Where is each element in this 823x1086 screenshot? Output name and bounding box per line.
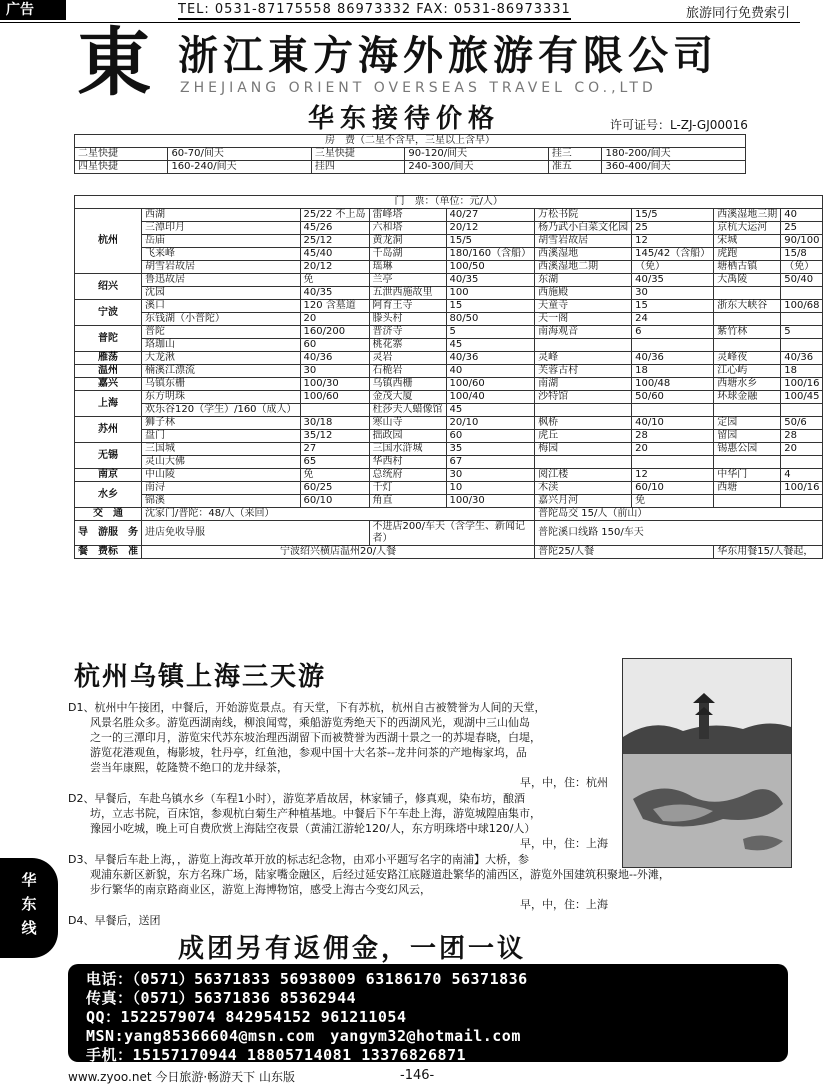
ticket-row (75, 235, 823, 248)
ticket-price: 100/68 (781, 300, 823, 313)
ticket-row (75, 339, 823, 352)
city-label: 苏州 (75, 417, 142, 443)
ticket-price: 60/10 (632, 482, 714, 495)
city-label: 嘉兴 (75, 378, 142, 391)
attraction-name: 江心屿 (714, 365, 781, 378)
attraction-name: 西溪湿地三期 (714, 209, 781, 222)
ticket-row (75, 222, 823, 235)
room-type: 挂三 (548, 148, 602, 161)
contact-phone: 电话：（0571）56371833 56938009 63186170 56371836 (86, 970, 528, 988)
ticket-row (75, 417, 823, 430)
contact-qq: QQ：1522579074 842954152 961211054 (86, 1008, 407, 1026)
ticket-price: 40 (781, 209, 823, 222)
itinerary-line: 风景名胜众多。游览西湖南线，柳浪闻莺，乘船游览秀绝天下的西湖风光，观湖中三山仙岛 (90, 716, 530, 729)
ticket-price: 15/5 (446, 235, 535, 248)
ticket-price: 60 (300, 339, 369, 352)
ticket-price: 28 (781, 430, 823, 443)
ticket-price: 25 (632, 222, 714, 235)
attraction-name: 中华门 (714, 469, 781, 482)
attraction-name: 杜莎夫人蜡像馆 (369, 404, 446, 417)
license-number: 许可证号：L-ZJ-GJ00016 (610, 118, 748, 132)
ticket-price: 20 (781, 443, 823, 456)
room-row (75, 148, 746, 161)
ticket-price: 100/30 (300, 378, 369, 391)
contact-fax: 传真：（0571）56371836 85362944 (86, 989, 357, 1007)
attraction-name (535, 456, 632, 469)
ticket-price: 160/200 (300, 326, 369, 339)
attraction-name: 东湖 (535, 274, 632, 287)
attraction-name: 天一阁 (535, 313, 632, 326)
attraction-name: 溪口 (142, 300, 301, 313)
meal-fee-b: 普陀25/人餐 (535, 546, 714, 559)
ticket-price: 100 (446, 287, 535, 300)
ticket-price: 15 (632, 300, 714, 313)
attraction-name: 大禹陵 (714, 274, 781, 287)
ticket-row (75, 261, 823, 274)
side-tab-east-china (0, 858, 58, 958)
attraction-name: 黄龙洞 (369, 235, 446, 248)
attraction-name: 瑶琳 (369, 261, 446, 274)
attraction-name: 千岛湖 (369, 248, 446, 261)
meal-label: 餐 费标 准 (75, 546, 142, 559)
attraction-name: 珞珈山 (142, 339, 301, 352)
ticket-price: 40/35 (300, 287, 369, 300)
attraction-name: 阅江楼 (535, 469, 632, 482)
attraction-name: 西施殿 (535, 287, 632, 300)
itinerary-line: D4、早餐后，送团 (68, 914, 161, 927)
ticket-price: 50/6 (781, 417, 823, 430)
room-price-table (74, 134, 746, 174)
ticket-price: 40/35 (632, 274, 714, 287)
ticket-price: 45/40 (300, 248, 369, 261)
attraction-name: 木渎 (535, 482, 632, 495)
attraction-name: 华西村 (369, 456, 446, 469)
ticket-price: 40 (446, 365, 535, 378)
itinerary-line: 豫园小吃城，晚上可自费欣赏上海陆空夜景（黄浦江游轮120/人，东方明珠塔中球120/人） (90, 822, 536, 835)
attraction-name: 乌镇东栅 (142, 378, 301, 391)
ticket-price: 100/30 (446, 495, 535, 508)
attraction-name: 雷峰塔 (369, 209, 446, 222)
attraction-name: 西塘 (714, 482, 781, 495)
room-price: 240-300/间天 (405, 161, 548, 174)
ticket-price: 40/36 (781, 352, 823, 365)
attraction-name: 塘栖古镇 (714, 261, 781, 274)
side-tab-char: 线 (21, 919, 37, 937)
ticket-price: 25/22 不上岛 (300, 209, 369, 222)
attraction-name: 阿育王寺 (369, 300, 446, 313)
attraction-name: 胡雪岩故居 (142, 261, 301, 274)
ticket-price: 60/25 (300, 482, 369, 495)
city-label: 水乡 (75, 482, 142, 508)
ticket-price: 45/26 (300, 222, 369, 235)
attraction-name: 东钱湖（小普陀） (142, 313, 301, 326)
company-name-en: ZHEJIANG ORIENT OVERSEAS TRAVEL CO.,LTD (180, 80, 657, 96)
attraction-name: 宋城 (714, 235, 781, 248)
attraction-name: 锦溪 (142, 495, 301, 508)
ticket-price: 18 (632, 365, 714, 378)
attraction-name: 南海观音 (535, 326, 632, 339)
ticket-table-title: 门 票：（单位：元/人） (75, 196, 823, 209)
itinerary-line: 之一的三潭印月，游览宋代苏东坡治理西湖留下而被赞誉为西湖十景之一的苏堤春晓，白堤， (90, 731, 541, 744)
ticket-price: 5 (446, 326, 535, 339)
itinerary-line: D3、早餐后车赴上海，，游览上海改革开放的标志纪念物，由邓小平题写名字的南浦】大桥，参 (68, 853, 529, 866)
attraction-name: 京杭大运河 (714, 222, 781, 235)
ticket-price (300, 404, 369, 417)
transport-row (75, 508, 823, 521)
ticket-price-table (74, 195, 823, 559)
ticket-price (632, 339, 714, 352)
ticket-price: 45 (446, 339, 535, 352)
room-row (75, 161, 746, 174)
attraction-name: 狮子林 (142, 417, 301, 430)
attraction-name: 普济寺 (369, 326, 446, 339)
attraction-name: 拙政园 (369, 430, 446, 443)
ticket-price: 50/60 (632, 391, 714, 404)
ticket-row (75, 495, 823, 508)
ticket-price: 27 (300, 443, 369, 456)
room-type: 挂四 (311, 161, 404, 174)
attraction-name: 枫桥 (535, 417, 632, 430)
attraction-name: 梅园 (535, 443, 632, 456)
meal-fee-a: 宁波绍兴横店温州20/人餐 (142, 546, 535, 559)
ticket-price: 40/27 (446, 209, 535, 222)
meal-fee-c: 华东用餐15/人餐起， (714, 546, 823, 559)
attraction-name: 大龙湫 (142, 352, 301, 365)
ticket-price: 100/60 (446, 378, 535, 391)
ticket-price: 60/10 (300, 495, 369, 508)
page-number: -146- (400, 1068, 435, 1083)
attraction-name: 西溪湿地二期 (535, 261, 632, 274)
city-label: 杭州 (75, 209, 142, 274)
ticket-price: 145/42（含船） (632, 248, 714, 261)
attraction-name: 欢乐谷120（学生）/160（成人） (142, 404, 301, 417)
attraction-name: 灵岩 (369, 352, 446, 365)
contact-msn: MSN:yang85366604@msn.com yangym32@hotmail.com (86, 1027, 521, 1045)
ticket-price: 6 (632, 326, 714, 339)
ticket-row (75, 365, 823, 378)
ticket-price: 100/45 (781, 391, 823, 404)
itinerary-line: 尝当年康熙，乾隆赞不绝口的龙井绿茶， (90, 761, 288, 774)
attraction-name: 紫竹林 (714, 326, 781, 339)
itinerary-day (68, 852, 670, 912)
ticket-price: 20 (300, 313, 369, 326)
attraction-name: 三潭印月 (142, 222, 301, 235)
transport-label: 交 通 (75, 508, 142, 521)
contact-mobile: 手机：15157170944 18805714081 13376826871 (86, 1046, 467, 1064)
ticket-price: 50/40 (781, 274, 823, 287)
ticket-price: 30 (446, 469, 535, 482)
room-type: 三星快捷 (311, 148, 404, 161)
room-type: 四星快捷 (75, 161, 168, 174)
ticket-row (75, 300, 823, 313)
ticket-price: 80/50 (446, 313, 535, 326)
attraction-name: 虎丘 (535, 430, 632, 443)
attraction-name (714, 313, 781, 326)
attraction-name: 灵峰夜 (714, 352, 781, 365)
guide-fee-b: 不进店200/车天（含学生、新闻记者） (369, 521, 535, 546)
attraction-name: 寒山寺 (369, 417, 446, 430)
attraction-name: 灵山大佛 (142, 456, 301, 469)
attraction-name: 浙东大峡谷 (714, 300, 781, 313)
ticket-price: 35 (446, 443, 535, 456)
attraction-name: 南湖 (535, 378, 632, 391)
ad-tag: 广告 (0, 0, 66, 20)
attraction-name: 千灯 (369, 482, 446, 495)
attraction-name: 嘉兴月河 (535, 495, 632, 508)
attraction-name (714, 495, 781, 508)
ticket-price: 12 (632, 235, 714, 248)
attraction-name: 定园 (714, 417, 781, 430)
ticket-price (781, 495, 823, 508)
attraction-name: 盘门 (142, 430, 301, 443)
ticket-price: 24 (632, 313, 714, 326)
room-price: 90-120/间天 (405, 148, 548, 161)
side-tab-char: 华 (21, 871, 37, 889)
city-label: 上海 (75, 391, 142, 417)
room-price: 160-240/间天 (168, 161, 311, 174)
ticket-price: 12 (632, 469, 714, 482)
footer-site: www.zyoo.net 今日旅游·畅游天下 山东版 (68, 1070, 295, 1084)
side-tab-char: 东 (21, 895, 37, 913)
attraction-name: 中山陵 (142, 469, 301, 482)
attraction-name: 楠溪江漂流 (142, 365, 301, 378)
price-title: 华东接待价格 (308, 104, 501, 134)
attraction-name (714, 339, 781, 352)
ticket-price: 20/12 (300, 261, 369, 274)
company-logo: 東 (77, 20, 151, 106)
guide-fee-c: 普陀溪口线路 150/车天 (535, 521, 823, 546)
attraction-name: 杨乃武小白菜文化园 (535, 222, 632, 235)
meal-row (75, 546, 823, 559)
ticket-price: 90/100 (781, 235, 823, 248)
attraction-name: 三国城 (142, 443, 301, 456)
ticket-row (75, 391, 823, 404)
ticket-row (75, 404, 823, 417)
city-label: 雁荡 (75, 352, 142, 365)
ticket-row (75, 378, 823, 391)
attraction-name: 金茂大厦 (369, 391, 446, 404)
ticket-price: 4 (781, 469, 823, 482)
attraction-name: 石桅岩 (369, 365, 446, 378)
ticket-price: 40/10 (632, 417, 714, 430)
transport-fare-b: 普陀岛交 15/人（前山） (535, 508, 823, 521)
attraction-name: 普陀 (142, 326, 301, 339)
attraction-name: 六和塔 (369, 222, 446, 235)
tour-title: 杭州乌镇上海三天游 (74, 662, 327, 692)
city-label: 普陀 (75, 326, 142, 352)
itinerary-day (68, 791, 608, 851)
ticket-price (781, 287, 823, 300)
contact-box (68, 964, 788, 1062)
ticket-price (781, 404, 823, 417)
attraction-name: 桃花寨 (369, 339, 446, 352)
ticket-price: 100/48 (632, 378, 714, 391)
ticket-price: 免 (632, 495, 714, 508)
itinerary-line: 步行繁华的南京路商业区，游览上海博物馆，感受上海古今变幻风云， (90, 883, 431, 896)
ticket-price: 100/16 (781, 482, 823, 495)
ticket-row (75, 352, 823, 365)
attraction-name: 西塘水乡 (714, 378, 781, 391)
city-label: 宁波 (75, 300, 142, 326)
ticket-price: 35/12 (300, 430, 369, 443)
attraction-name: 角直 (369, 495, 446, 508)
ticket-row (75, 469, 823, 482)
ticket-price: 10 (446, 482, 535, 495)
ticket-row (75, 313, 823, 326)
attraction-name: 环球金融 (714, 391, 781, 404)
ticket-price (781, 313, 823, 326)
attraction-name: 东方明珠 (142, 391, 301, 404)
room-type: 二星快捷 (75, 148, 168, 161)
ticket-price: 28 (632, 430, 714, 443)
ticket-price: 40/36 (632, 352, 714, 365)
ticket-price: 20 (632, 443, 714, 456)
ticket-row (75, 248, 823, 261)
ticket-price: 25/12 (300, 235, 369, 248)
guide-row (75, 521, 823, 546)
transport-fare-a: 沈家门/普陀：48/人（来回） (142, 508, 535, 521)
ticket-price: 20/10 (446, 417, 535, 430)
ticket-price: 40/36 (300, 352, 369, 365)
room-price: 360-400/间天 (602, 161, 746, 174)
guide-fee-a: 进店免收导服 (142, 521, 370, 546)
attraction-name: 南浔 (142, 482, 301, 495)
ticket-row (75, 430, 823, 443)
attraction-name: 总统府 (369, 469, 446, 482)
ticket-row (75, 326, 823, 339)
attraction-name: 胡雪岩故居 (535, 235, 632, 248)
ticket-row (75, 209, 823, 222)
attraction-name: 飞来峰 (142, 248, 301, 261)
attraction-name: 灵峰 (535, 352, 632, 365)
ticket-price: 40/36 (446, 352, 535, 365)
ticket-price: 18 (781, 365, 823, 378)
ticket-price (781, 456, 823, 469)
ticket-price: 100/60 (300, 391, 369, 404)
attraction-name: 三国水浒城 (369, 443, 446, 456)
attraction-name: 天童寺 (535, 300, 632, 313)
header-contact: TEL: 0531-87175558 86973332 FAX: 0531-86973331 (178, 2, 571, 20)
itinerary-meals: 早，中，住：杭州 (520, 776, 608, 789)
ticket-price: 67 (446, 456, 535, 469)
ticket-price (632, 404, 714, 417)
ticket-row (75, 456, 823, 469)
itinerary-day (68, 700, 608, 790)
itinerary-line: D2、早餐后，车赴乌镇水乡（车程1小时），游览茅盾故居，林家铺子，修真观，染布坊，酿酒 (68, 792, 525, 805)
attraction-name: 留园 (714, 430, 781, 443)
ticket-row (75, 443, 823, 456)
ticket-row (75, 287, 823, 300)
room-table-title: 房 费（二星不含早，三星以上含早） (75, 135, 746, 148)
ticket-price (632, 456, 714, 469)
ticket-row (75, 274, 823, 287)
attraction-name: 五泄西施故里 (369, 287, 446, 300)
attraction-name: 乌镇西栅 (369, 378, 446, 391)
itinerary-line: 游览花港观鱼，梅影坡，牡丹亭，红鱼池，参观中国十大名茶--龙井问茶的产地梅家坞，品 (90, 746, 527, 759)
room-type: 准五 (548, 161, 602, 174)
itinerary-line: 观浦东新区新貌，东方名珠广场，陆家嘴金融区，后经过延安路江底隧道赴繁华的浦西区，游览外国建筑积聚地--外滩， (90, 868, 670, 881)
west-lake-photo (622, 658, 792, 868)
itinerary-line: 坊，立志书院，百床馆，参观杭白菊生产种植基地。中餐后下午车赴上海，游览城隍庙集市， (90, 807, 541, 820)
attraction-name (714, 456, 781, 469)
attraction-name (535, 404, 632, 417)
ticket-price: （免） (781, 261, 823, 274)
ticket-row (75, 482, 823, 495)
attraction-name: 滕头村 (369, 313, 446, 326)
ticket-price: 60 (446, 430, 535, 443)
ticket-price: 65 (300, 456, 369, 469)
attraction-name: 沈园 (142, 287, 301, 300)
attraction-name: 锡惠公园 (714, 443, 781, 456)
attraction-name: 虎跑 (714, 248, 781, 261)
itinerary-meals: 早，中，住：上海 (520, 898, 608, 911)
index-label: 旅游同行免费索引 (685, 6, 790, 21)
ticket-price: （免） (632, 261, 714, 274)
city-label: 无锡 (75, 443, 142, 469)
ticket-price: 30 (300, 365, 369, 378)
attraction-name (535, 339, 632, 352)
ticket-price: 30 (632, 287, 714, 300)
ticket-price: 30/18 (300, 417, 369, 430)
room-price: 60-70/间天 (168, 148, 311, 161)
ticket-price: 免 (300, 469, 369, 482)
room-price: 180-200/间天 (602, 148, 746, 161)
attraction-name: 岳庙 (142, 235, 301, 248)
ticket-price: 100/16 (781, 378, 823, 391)
itinerary-meals: 早，中，住：上海 (520, 837, 608, 850)
ticket-price: 25 (781, 222, 823, 235)
attraction-name: 西溪湿地 (535, 248, 632, 261)
ticket-price: 5 (781, 326, 823, 339)
guide-label: 导 游服 务 (75, 521, 142, 546)
ticket-price (781, 339, 823, 352)
itinerary-line: D1、杭州中午接团，中餐后，开始游览景点。有天堂，下有苏杭，杭州自古被赞誉为人间的天堂， (68, 701, 546, 714)
ticket-price: 15/8 (781, 248, 823, 261)
attraction-name: 西湖 (142, 209, 301, 222)
attraction-name (714, 404, 781, 417)
attraction-name: 兰亭 (369, 274, 446, 287)
ticket-price: 40/35 (446, 274, 535, 287)
ticket-price: 180/160（含船） (446, 248, 535, 261)
attraction-name: 鲁迅故居 (142, 274, 301, 287)
ticket-price: 120 含墓道 (300, 300, 369, 313)
attraction-name (714, 287, 781, 300)
ticket-price: 15/5 (632, 209, 714, 222)
ticket-price: 45 (446, 404, 535, 417)
city-label: 温州 (75, 365, 142, 378)
commission-slogan: 成团另有返佣金，一团一议 (178, 934, 527, 964)
ticket-price: 100/40 (446, 391, 535, 404)
ticket-price: 免 (300, 274, 369, 287)
attraction-name: 沙特馆 (535, 391, 632, 404)
attraction-name: 芙蓉古村 (535, 365, 632, 378)
ticket-price: 20/12 (446, 222, 535, 235)
ticket-price: 100/50 (446, 261, 535, 274)
attraction-name: 万松书院 (535, 209, 632, 222)
ticket-price: 15 (446, 300, 535, 313)
itinerary-day (68, 913, 160, 928)
city-label: 南京 (75, 469, 142, 482)
company-name: 浙江東方海外旅游有限公司 (178, 33, 718, 79)
city-label: 绍兴 (75, 274, 142, 300)
